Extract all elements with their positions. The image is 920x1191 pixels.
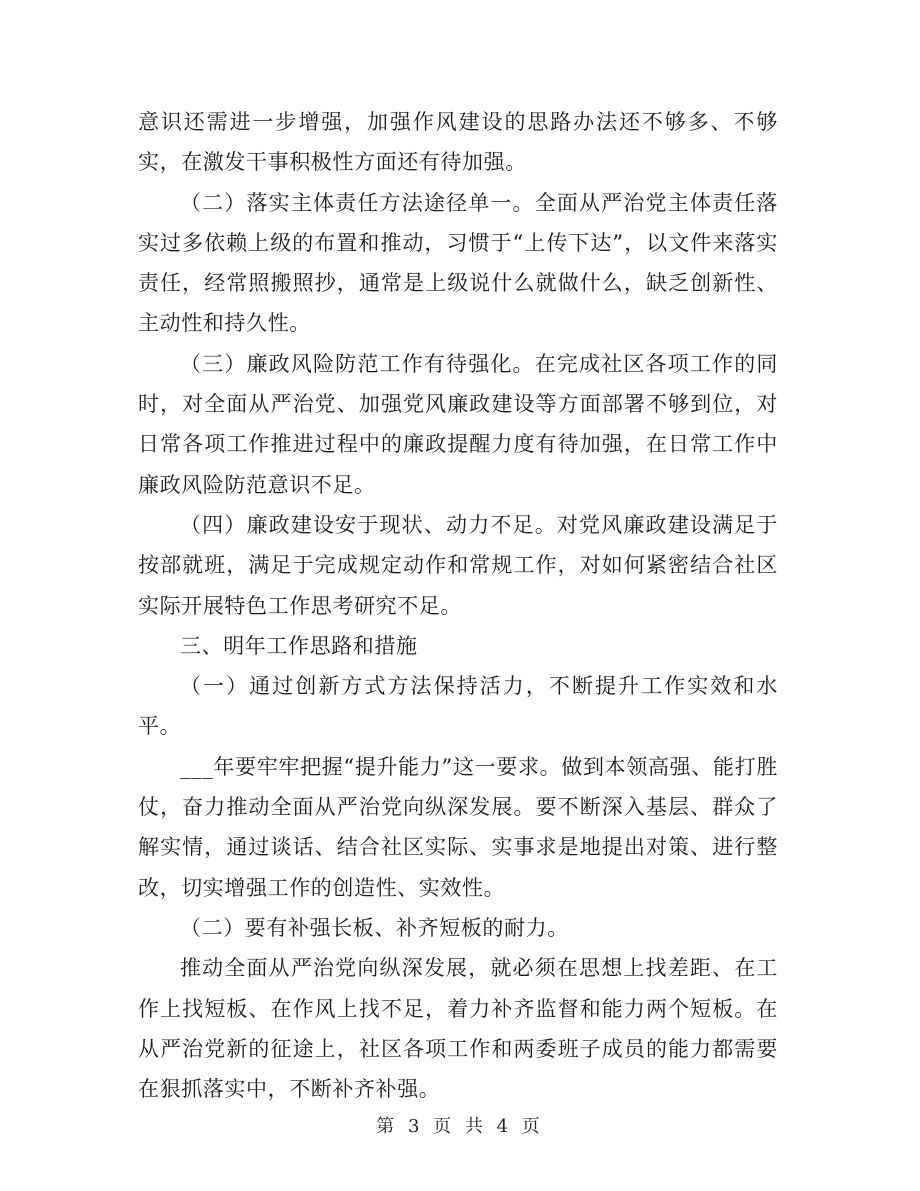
subsection-heading: （一）通过创新方式方法保持活力，不断提升工作实效和水平。 xyxy=(138,674,778,739)
paragraph: ___年要牢牢把握“提升能力”这一要求。做到本领高强、能打胜仗，奋力推动全面从严治党向纵深发展。要不断深入基层、群众了解实情，通过谈话、结合社区实际、实事求是地提出对策、进行整改，切实增强工作的创造性、实效性。 xyxy=(138,754,778,900)
section-heading: 三、明年工作思路和措施 xyxy=(180,633,418,658)
paragraph: （二）落实主体责任方法途径单一。全面从严治党主体责任落实过多依赖上级的布置和推动，习惯于“上传下达”，以文件来落实责任，经常照搬照抄，通常是上级说什么就做什么，缺乏创新性、主动性和持久性。 xyxy=(138,190,778,336)
page-number-footer: 第 3 页 共 4 页 xyxy=(376,1116,544,1137)
subsection-heading: （二）要有补强长板、补齐短板的耐力。 xyxy=(180,915,569,940)
paragraph: 推动全面从严治党向纵深发展，就必须在思想上找差距、在工作上找短板、在作风上找不足，着力补齐监督和能力两个短板。在从严治党新的征途上，社区各项工作和两委班子成员的能力都需要在狠抓落实中，不断补齐补强。 xyxy=(138,956,778,1102)
paragraph: （三）廉政风险防范工作有待强化。在完成社区各项工作的同时，对全面从严治党、加强党风廉政建设等方面部署不够到位，对日常各项工作推进过程中的廉政提醒力度有待加强，在日常工作中廉政风险防范意识不足。 xyxy=(138,351,778,497)
paragraph: 意识还需进一步增强，加强作风建设的思路办法还不够多、不够实，在激发干事积极性方面还有待加强。 xyxy=(138,110,778,175)
paragraph: （四）廉政建设安于现状、动力不足。对党风廉政建设满足于按部就班，满足于完成规定动作和常规工作，对如何紧密结合社区实际开展特色工作思考研究不足。 xyxy=(138,512,778,618)
document-body xyxy=(138,102,778,1109)
